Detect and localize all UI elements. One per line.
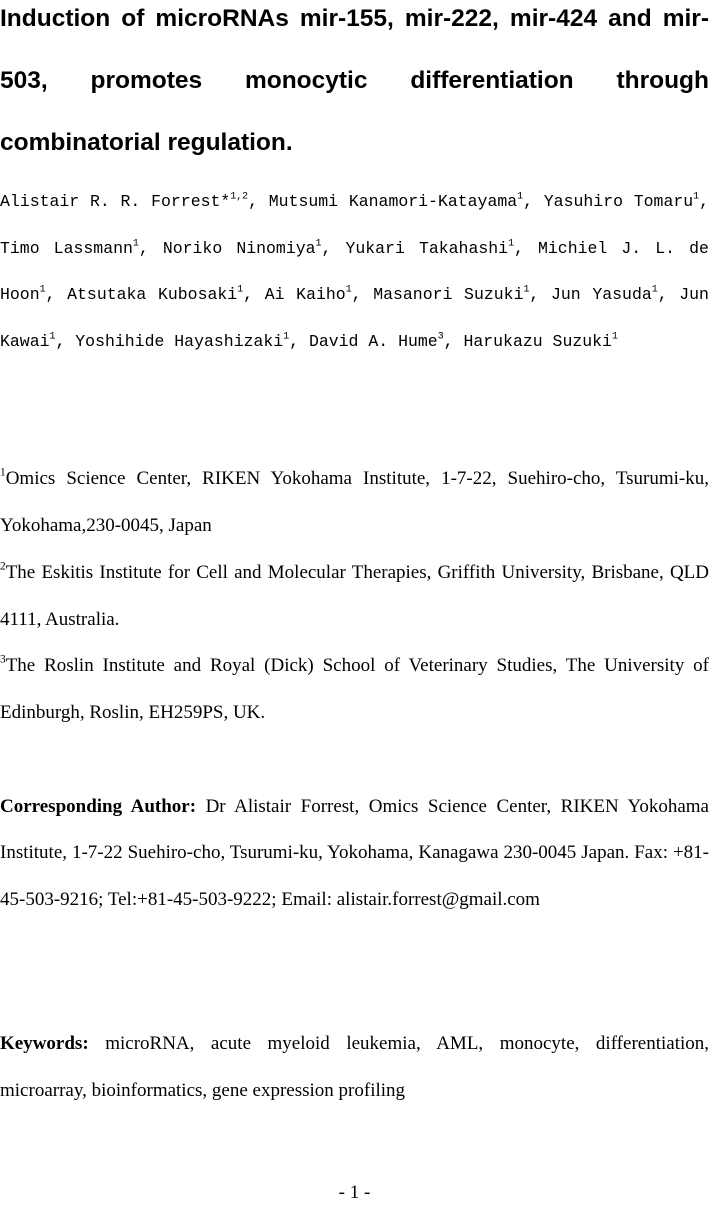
author-affiliation-number: 1 [651,283,658,295]
author-affiliation-number: 1 [693,190,700,202]
author-affiliation-number: 1 [49,330,56,342]
affiliation-2 [0,550,709,643]
author-affiliation-number: 1 [237,283,244,295]
author-affiliation-number: 1 [132,237,139,249]
affiliation-number: 3 [0,653,6,666]
author-name: Alistair R. R. Forrest* [0,192,231,211]
affiliation-number: 2 [0,560,6,573]
paper-title: Induction of microRNAs mir-155, mir-222, mir-424 and mir-503, promotes monocytic differentiation through combinatorial regulation. [0,5,709,156]
author-affiliation-number: 1 [39,283,46,295]
author-name: Masanori Suzuki [373,285,524,305]
affiliation-1 [0,456,709,549]
affiliation-text: The Eskitis Institute for Cell and Molecular Therapies, Griffith University, Brisbane, QLD 4111, Australia. [0,562,709,630]
author-affiliation-number: 1 [283,330,290,342]
affiliation-3 [0,643,709,736]
author-affiliation-number: 1 [517,190,524,202]
author-name: Yasuhiro Tomaru [543,192,694,211]
author-affiliation-number: 1 [523,283,530,295]
author-name: Noriko Ninomiya [162,238,316,258]
author-name: Jun Yasuda [550,285,652,305]
author-name: Harukazu Suzuki [463,331,612,351]
author-name: Timo Lassmann [0,238,133,258]
author-name: Yukari Takahashi [345,238,509,258]
author-name: Jun Kawai [0,285,709,351]
author-affiliation-number: 1 [611,330,618,342]
keywords-text: microRNA, acute myeloid leukemia, AML, monocyte, differentiation, microarray, bioinformatics, gene expression profiling [0,1033,709,1101]
author-affiliation-number: 3 [437,330,444,342]
keywords [0,1021,709,1114]
author-list: Alistair R. R. Forrest*$^{1,2}$, Mutsumi Kanamori-Katayama$^1$, Yasuhiro Tomaru$^1$, Timo Lassmann$^1$, Noriko Ninomiya$^1$, Yukari Takahashi$^1$, Michiel J. L. de Hoon$^1$, Atsutaka Kubosaki$^1$, Ai Kaiho$^1$, Masanori Suzuki$^1$, Jun Yasuda$^1$, Jun Kawai$^1$, Yoshihide Hayashizaki$^1$, David A. Hume$^3$, Harukazu Suzuki$^1$ [0,190,709,351]
affiliation-text: The Roslin Institute and Royal (Dick) School of Veterinary Studies, The University of Edinburgh, Roslin, EH259PS, UK. [0,655,709,723]
keywords-label: Keywords: [0,1033,89,1054]
affiliation-text: Omics Science Center, RIKEN Yokohama Institute, 1-7-22, Suehiro-cho, Tsurumi-ku, Yokohama,230-0045, Japan [0,468,709,536]
author-affiliation-number: 1 [345,283,352,295]
author-name: Mutsumi Kanamori-Katayama [268,192,518,211]
page-number: - 1 - [338,1182,371,1203]
author-affiliation-number: 1 [508,237,514,249]
author-name: Atsutaka Kubosaki [67,285,238,305]
author-name: Yoshihide Hayashizaki [75,331,284,351]
author-name: David A. Hume [308,331,438,351]
corresponding-author-label: Corresponding Author: [0,796,197,817]
author-affiliation-number: 1 [315,237,322,249]
corresponding-author-details: Dr Alistair Forrest, Omics Science Center, RIKEN Yokohama Institute, 1-7-22 Suehiro-cho, Tsurumi-ku, Yokohama, Kanagawa 230-0045 Japan. Fax: +81-45-503-9216; Tel:+81-45-503-9222; Email: alistair.forrest@gmail.com [0,796,709,910]
author-name: Ai Kaiho [264,285,346,305]
corresponding-author [0,784,709,923]
affiliation-number: 1 [0,466,6,479]
author-affiliation-number: 1,2 [230,190,249,202]
author-name: Michiel J. L. de Hoon [0,238,709,305]
